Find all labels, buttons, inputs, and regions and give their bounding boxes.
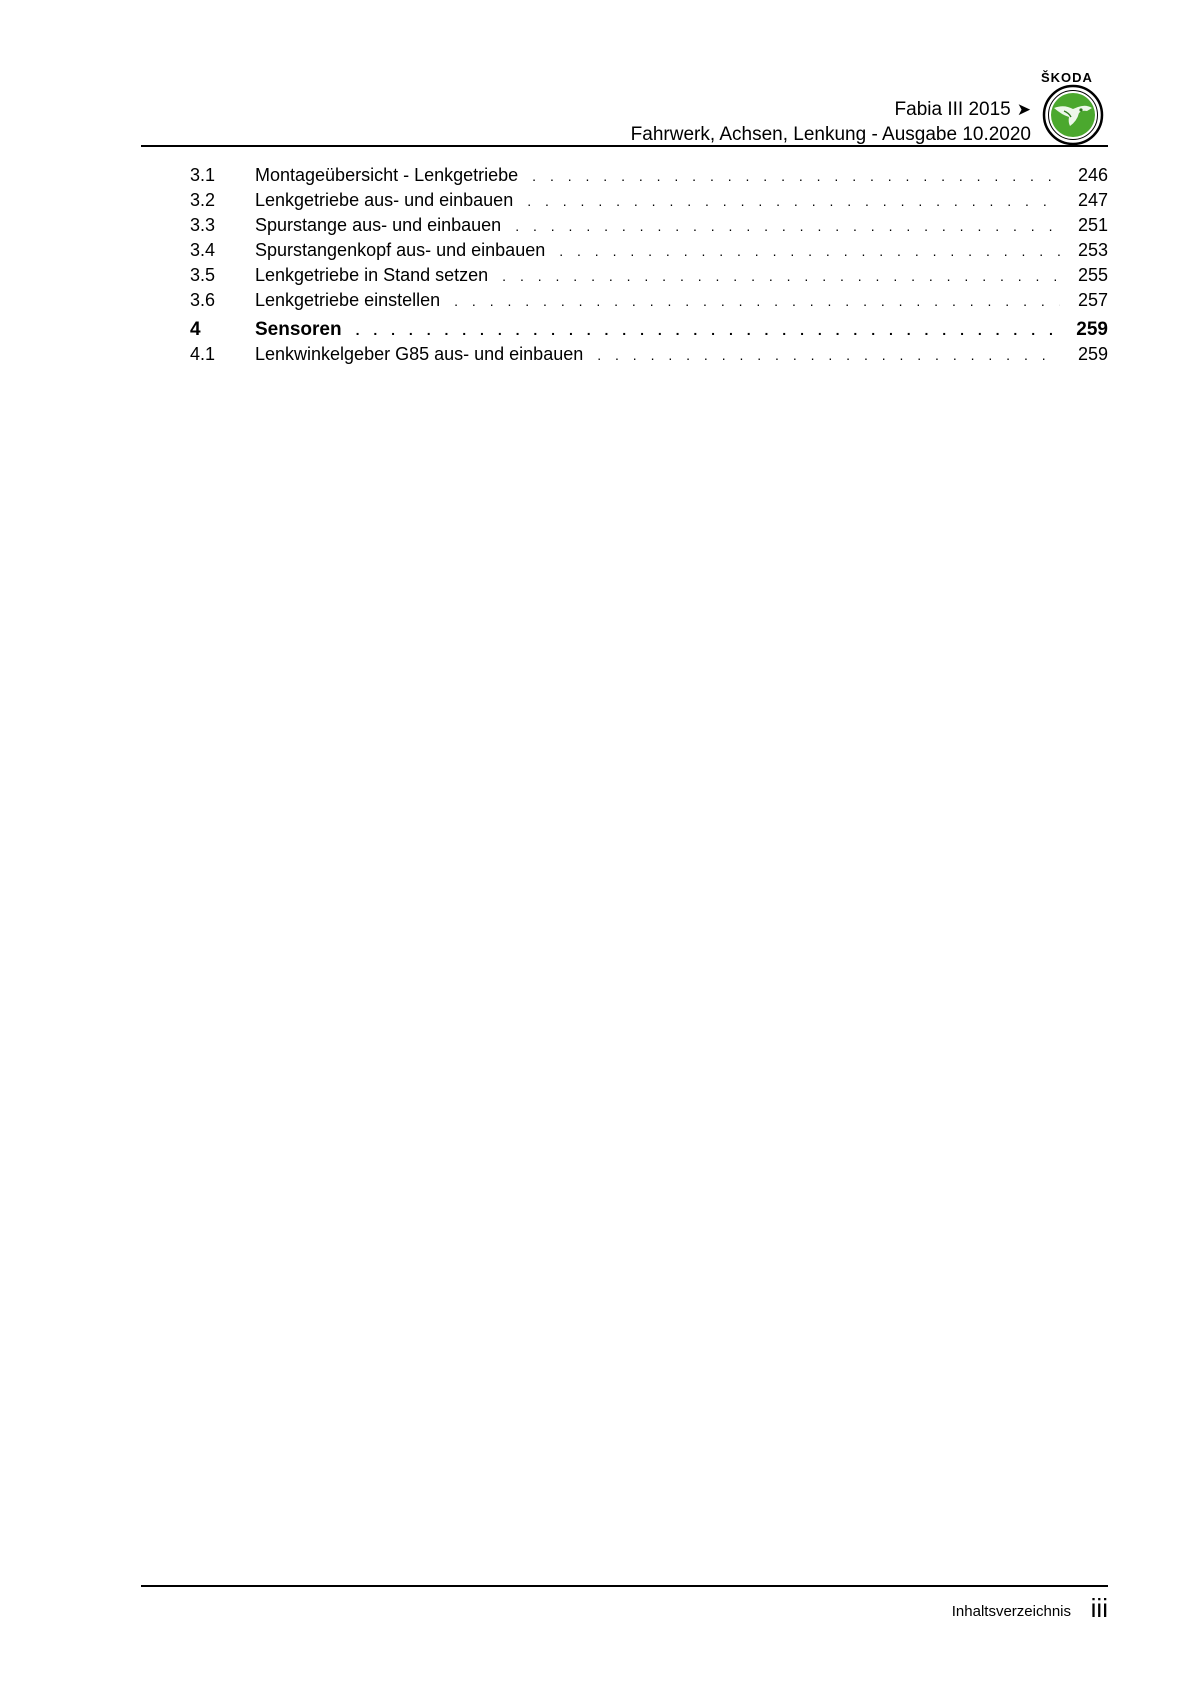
toc-entry-title: Lenkgetriebe einstellen <box>255 290 441 310</box>
toc-entry[interactable] <box>190 215 1108 240</box>
arrow-icon: ➤ <box>1016 100 1031 119</box>
toc-entry-page: 253 <box>1077 240 1108 260</box>
toc-entry-title: Montageübersicht - Lenkgetriebe <box>255 165 519 185</box>
toc-entry-number: 3.5 <box>190 265 216 285</box>
toc-entry-page: 259 <box>1077 344 1108 364</box>
toc-entry-title: Sensoren <box>255 319 342 340</box>
toc-entry-number: 4 <box>190 319 201 340</box>
toc-entry-title: Spurstangenkopf aus- und einbauen <box>255 240 546 260</box>
toc-entry-number: 3.3 <box>190 215 216 235</box>
toc-entry-page: 257 <box>1077 290 1108 310</box>
header-rule <box>141 145 1108 147</box>
table-of-contents <box>190 165 1108 369</box>
toc-entry-page: 246 <box>1077 165 1108 185</box>
toc-entry-title: Lenkwinkelgeber G85 aus- und einbauen <box>255 344 584 364</box>
dot-leader <box>532 168 1060 184</box>
toc-entry[interactable] <box>190 240 1108 265</box>
dot-leader <box>515 218 1060 234</box>
toc-entry-number: 3.4 <box>190 240 216 260</box>
toc-entry[interactable] <box>190 190 1108 215</box>
toc-entry-number: 3.6 <box>190 290 216 310</box>
brand-wordmark: ŠKODA <box>1041 70 1093 85</box>
toc-entry-title: Lenkgetriebe in Stand setzen <box>255 265 489 285</box>
footer-rule <box>141 1585 1108 1587</box>
toc-entry[interactable] <box>190 165 1108 190</box>
toc-entry-page: 259 <box>1076 319 1108 340</box>
toc-entry-page: 247 <box>1077 190 1108 210</box>
dot-leader <box>502 268 1060 284</box>
dot-leader <box>527 193 1060 209</box>
toc-entry[interactable] <box>190 344 1108 369</box>
dot-leader <box>356 322 1060 338</box>
toc-entry-page: 251 <box>1077 215 1108 235</box>
skoda-logo-icon <box>1042 84 1104 146</box>
toc-entry-number: 3.1 <box>190 165 216 185</box>
toc-entry[interactable] <box>190 290 1108 315</box>
header-text <box>631 97 1031 147</box>
footer-label: Inhaltsverzeichnis <box>951 1603 1071 1620</box>
toc-entry-title: Lenkgetriebe aus- und einbauen <box>255 190 514 210</box>
toc-chapter-entry[interactable] <box>190 319 1108 344</box>
header-model: Fabia III 2015 <box>894 99 1011 120</box>
header-subtitle: Fahrwerk, Achsen, Lenkung - Ausgabe 10.2020 <box>630 124 1031 145</box>
toc-entry-title: Spurstange aus- und einbauen <box>255 215 502 235</box>
footer-page-number: iii <box>1090 1593 1108 1623</box>
dot-leader <box>597 347 1060 363</box>
toc-entry-number: 3.2 <box>190 190 216 210</box>
header-model-line <box>631 97 1031 122</box>
toc-entry[interactable] <box>190 265 1108 290</box>
dot-leader <box>454 293 1060 309</box>
toc-entry-page: 255 <box>1077 265 1108 285</box>
toc-entry-number: 4.1 <box>190 344 216 364</box>
dot-leader <box>559 243 1060 259</box>
